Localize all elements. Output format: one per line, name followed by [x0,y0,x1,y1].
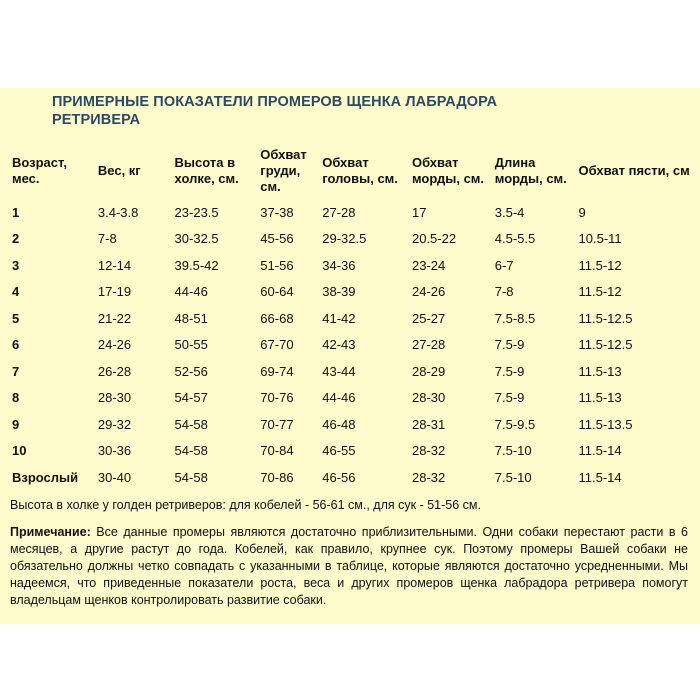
header-age: Возраст, мес. [12,155,68,186]
table-cell: 28-29 [411,363,446,379]
table-row [8,411,700,438]
table-cell: 70-76 [260,390,294,406]
table-cell: 30-36 [97,443,132,459]
table-cell: 50-55 [174,337,208,353]
row-age-cell: 2 [12,231,20,247]
table-row [8,464,700,491]
table-cell: 4.5-5.5 [494,231,536,247]
table-cell: 17-19 [97,284,132,300]
table-row [8,332,700,359]
table-cell: 46-56 [322,469,356,485]
row-age-cell: 10 [12,443,27,459]
document-page [0,88,700,624]
table-cell: 7.5-9 [494,363,525,379]
header-muzzle-length: Длина морды, см. [494,155,567,186]
table-cell: 34-36 [322,257,356,273]
table-cell: 11.5-12.5 [578,337,633,353]
table-cell: 7-8 [494,284,514,300]
table-cell: 66-68 [260,310,294,326]
table-row [8,226,700,253]
table-cell: 24-26 [97,337,132,353]
table-row [8,199,700,226]
table-cell: 11.5-13 [578,363,622,379]
table-row [8,438,700,465]
row-age-cell: 7 [12,363,20,379]
table-cell: 27-28 [411,337,446,353]
table-cell: 28-30 [97,390,132,406]
table-cell: 48-51 [174,310,208,326]
table-row [8,385,700,412]
row-age-cell: 5 [12,310,20,326]
header-muzzle-girth: Обхват морды, см. [411,155,485,186]
table-row [8,358,700,385]
table-cell: 11.5-12 [578,284,622,300]
table-cell: 7-8 [97,231,117,247]
table-cell: 51-56 [260,257,294,273]
table-cell: 28-31 [411,416,446,432]
table-row [8,305,700,332]
table-cell: 3.5-4 [494,204,525,220]
table-cell: 24-26 [411,284,446,300]
page-title: ПРИМЕРНЫЕ ПОКАЗАТЕЛИ ПРОМЕРОВ ЩЕНКА ЛАБРАДОРА РЕТРИВЕРА [52,94,498,128]
table-cell: 23-24 [411,257,446,273]
table-cell: 7.5-9 [494,390,525,406]
row-age-cell: 1 [12,204,20,220]
measurements-table [8,143,700,491]
remark-paragraph [10,524,688,609]
table-header-row [8,143,700,199]
table-cell: 28-30 [411,390,446,406]
table-cell: 39.5-42 [174,257,219,273]
table-cell: 25-27 [411,310,446,326]
row-age-cell: 9 [12,416,20,432]
table-cell: 37-38 [260,204,294,220]
header-weight: Вес, кг [97,163,141,178]
table-cell: 60-64 [260,284,294,300]
table-cell: 45-56 [260,231,294,247]
table-cell: 67-70 [260,337,294,353]
table-cell: 23-23.5 [174,204,219,220]
table-cell: 11.5-12 [578,257,622,273]
table-cell: 30-40 [97,469,132,485]
row-age-cell: 6 [12,337,20,353]
table-cell: 17 [411,204,427,220]
table-cell: 46-48 [322,416,356,432]
table-row [8,252,700,279]
table-cell: 38-39 [322,284,356,300]
table-row [8,279,700,306]
row-age-cell: 3 [12,257,20,273]
table-cell: 70-86 [260,469,294,485]
row-age-cell: Взрослый [12,469,79,485]
row-age-cell: 8 [12,390,20,406]
remark-label: Примечание: [10,525,91,539]
table-cell: 7.5-8.5 [494,310,536,326]
golden-retriever-note: Высота в холке у голден ретриверов: для кобелей - 56-61 см., для сук - 51-56 см. [10,498,481,512]
header-pastern: Обхват пясти, см [578,163,690,178]
table-cell: 3.4-3.8 [97,204,139,220]
header-head: Обхват головы, см. [322,155,398,186]
header-height: Высота в холке, см. [174,155,239,186]
table-cell: 28-32 [411,469,446,485]
table-cell: 27-28 [322,204,356,220]
table-cell: 41-42 [322,310,356,326]
table-cell: 21-22 [97,310,132,326]
table-cell: 11.5-13.5 [578,416,633,432]
table-cell: 6-7 [494,257,514,273]
table-cell: 54-58 [174,443,208,459]
table-cell: 69-74 [260,363,294,379]
table-cell: 44-46 [322,390,356,406]
table-cell: 11.5-12.5 [578,310,633,326]
remark-text: Все данные промеры являются достаточно приблизительными. Одни собаки перестают расти в 6 месяцев, а другие растут до года. Кобелей, как правило, крупнее сук. Поэтому промеры Вашей собаки не обязательно должны четко совпадать с указанными в таблице, которые являются достаточно усредненными. Мы надеемся, что приведенные показатели роста, веса и других промеров щенка лабрадора ретривера помогут владельцам щенков контролировать развитие собаки. [10,525,688,607]
table-cell: 20.5-22 [411,231,457,247]
table-cell: 7.5-9.5 [494,416,536,432]
table-cell: 42-43 [322,337,356,353]
table-cell: 11.5-13 [578,390,622,406]
table-cell: 54-58 [174,416,208,432]
table-cell: 70-84 [260,443,294,459]
table-cell: 29-32.5 [322,231,367,247]
table-cell: 30-32.5 [174,231,219,247]
row-age-cell: 4 [12,284,20,300]
table-cell: 11.5-14 [578,443,622,459]
table-cell: 29-32 [97,416,132,432]
table-cell: 43-44 [322,363,356,379]
header-chest: Обхват груди, см. [260,147,307,194]
table-cell: 28-32 [411,443,446,459]
table-cell: 54-57 [174,390,208,406]
table-cell: 12-14 [97,257,132,273]
table-cell: 26-28 [97,363,132,379]
table-cell: 9 [578,204,586,220]
table-cell: 7.5-10 [494,469,532,485]
table-cell: 52-56 [174,363,208,379]
table-cell: 7.5-10 [494,443,532,459]
table-cell: 7.5-9 [494,337,525,353]
table-cell: 10.5-11 [578,231,622,247]
table-cell: 46-55 [322,443,356,459]
table-cell: 11.5-14 [578,469,622,485]
table-cell: 70-77 [260,416,294,432]
table-cell: 54-58 [174,469,208,485]
table-cell: 44-46 [174,284,208,300]
